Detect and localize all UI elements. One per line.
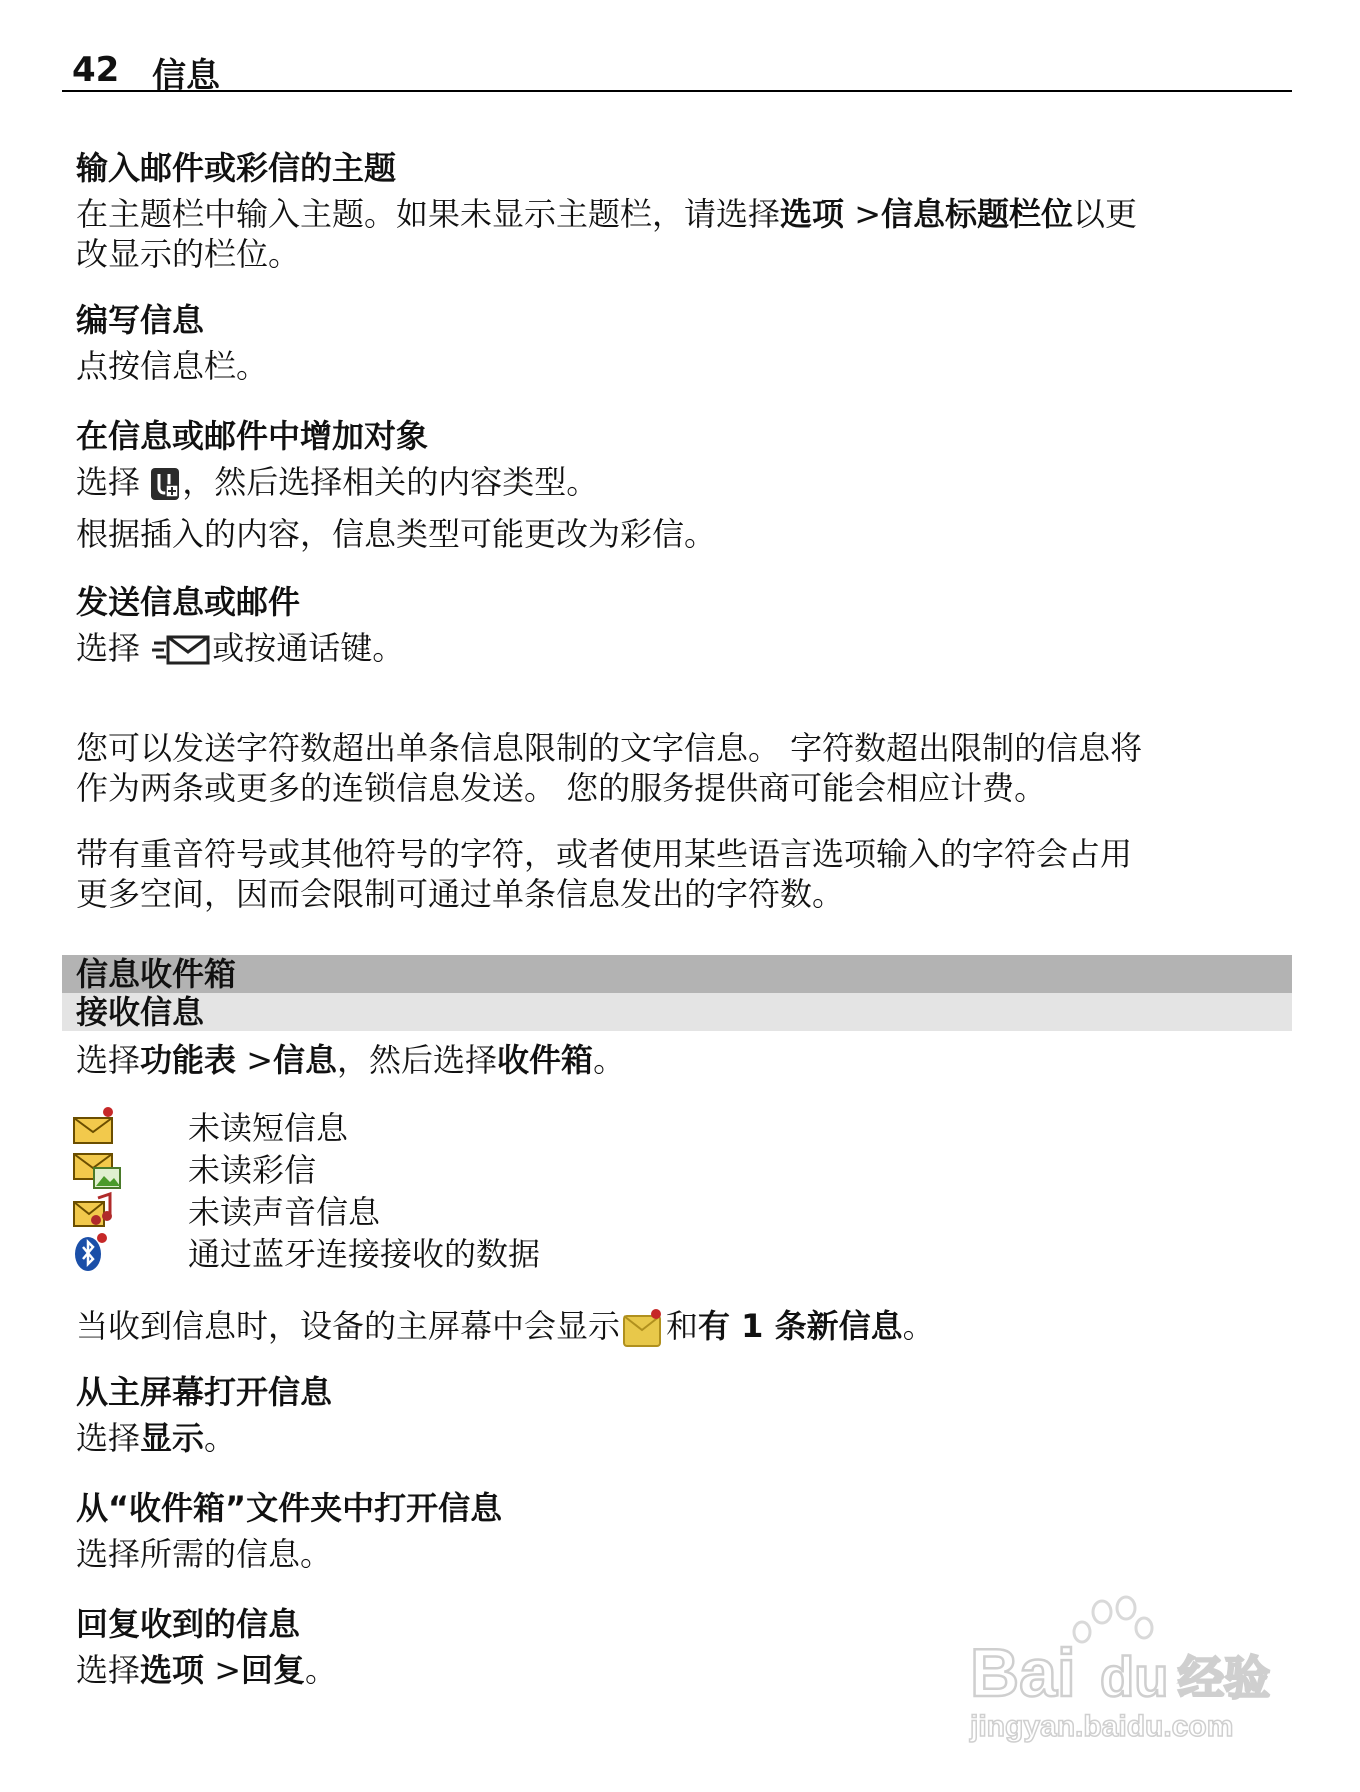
- heading-write: 编写信息: [76, 301, 205, 339]
- note-p1-line2: 作为两条或更多的连锁信息发送。 您的服务提供商可能会相应计费。: [76, 769, 1047, 807]
- heading-send: 发送信息或邮件: [76, 583, 301, 621]
- page-number: 42: [72, 50, 120, 90]
- heading-open-inbox: 从“收件箱”文件夹中打开信息: [76, 1489, 503, 1527]
- attach-icon: [150, 466, 182, 502]
- send-text: 选择 或按通话键。: [76, 629, 405, 667]
- new-message-count-text: 有 1 条新信息: [698, 1307, 903, 1345]
- new-message-notice: 当收到信息时，设备的主屏幕中会显示 和有 1 条新信息。: [76, 1306, 935, 1350]
- section-bar-inbox: [62, 955, 1292, 993]
- inbox-instructions: 选择功能表 >信息，然后选择收件箱。: [76, 1041, 626, 1079]
- subject-text-line1: 在主题栏中输入主题。如果未显示主题栏，请选择选项 >信息标题栏位以更: [76, 195, 1138, 233]
- show-label: 显示: [140, 1419, 205, 1457]
- heading-subject: 输入邮件或彩信的主题: [76, 149, 397, 187]
- legend-label-sms: 未读短信息: [188, 1109, 349, 1147]
- inbox-label: 收件箱: [497, 1041, 594, 1079]
- svg-text:jingyan.baidu.com: jingyan.baidu.com: [970, 1710, 1234, 1743]
- reply-label: 回复: [241, 1651, 306, 1689]
- page-header: [62, 44, 1292, 96]
- svg-text:Bai: Bai: [970, 1635, 1076, 1711]
- bluetooth-data-icon: [72, 1232, 118, 1272]
- heading-reply: 回复收到的信息: [76, 1605, 301, 1643]
- messages-label: 信息: [273, 1041, 338, 1079]
- unread-mms-icon: [72, 1150, 122, 1190]
- note-p2-line1: 带有重音符号或其他符号的字符，或者使用某些语言选项输入的字符会占用: [76, 835, 1133, 873]
- subsection-title-receive: 接收信息: [76, 993, 205, 1031]
- open-inbox-text: 选择所需的信息。: [76, 1535, 333, 1573]
- chapter-title: 信息: [152, 56, 220, 96]
- subsection-bar-receive: [62, 993, 1292, 1031]
- heading-open-home: 从主屏幕打开信息: [76, 1373, 333, 1411]
- options-label: 选项: [780, 195, 845, 233]
- attach-note: 根据插入的内容，信息类型可能更改为彩信。: [76, 515, 717, 553]
- svg-text:du: du: [1100, 1645, 1169, 1708]
- open-home-text: 选择显示。: [76, 1419, 237, 1457]
- unread-sms-icon: [72, 1106, 118, 1146]
- legend-label-bluetooth: 通过蓝牙连接接收的数据: [188, 1235, 541, 1273]
- heading-attach: 在信息或邮件中增加对象: [76, 417, 429, 455]
- header-fields-label: 信息标题栏位: [881, 195, 1074, 233]
- note-p2-line2: 更多空间，因而会限制可通过单条信息发出的字符数。: [76, 875, 845, 913]
- options-label-2: 选项: [140, 1651, 205, 1689]
- baidu-jingyan-watermark: [960, 1590, 1290, 1750]
- send-icon: [150, 632, 212, 668]
- new-message-indicator-icon: [620, 1306, 666, 1350]
- subject-text-line2: 改显示的栏位。: [76, 235, 301, 273]
- write-text: 点按信息栏。: [76, 347, 269, 385]
- section-title-inbox: 信息收件箱: [76, 955, 237, 993]
- attach-text: 选择 ，然后选择相关的内容类型。: [76, 463, 599, 501]
- note-p1-line1: 您可以发送字符数超出单条信息限制的文字信息。 字符数超出限制的信息将: [76, 729, 1143, 767]
- menu-label: 功能表: [140, 1041, 237, 1079]
- legend-label-mms: 未读彩信: [188, 1151, 317, 1189]
- unread-audio-icon: [72, 1190, 118, 1230]
- reply-text: 选择选项 >回复。: [76, 1651, 338, 1689]
- legend-label-audio: 未读声音信息: [188, 1193, 381, 1231]
- svg-text:经验: 经验: [1178, 1651, 1270, 1705]
